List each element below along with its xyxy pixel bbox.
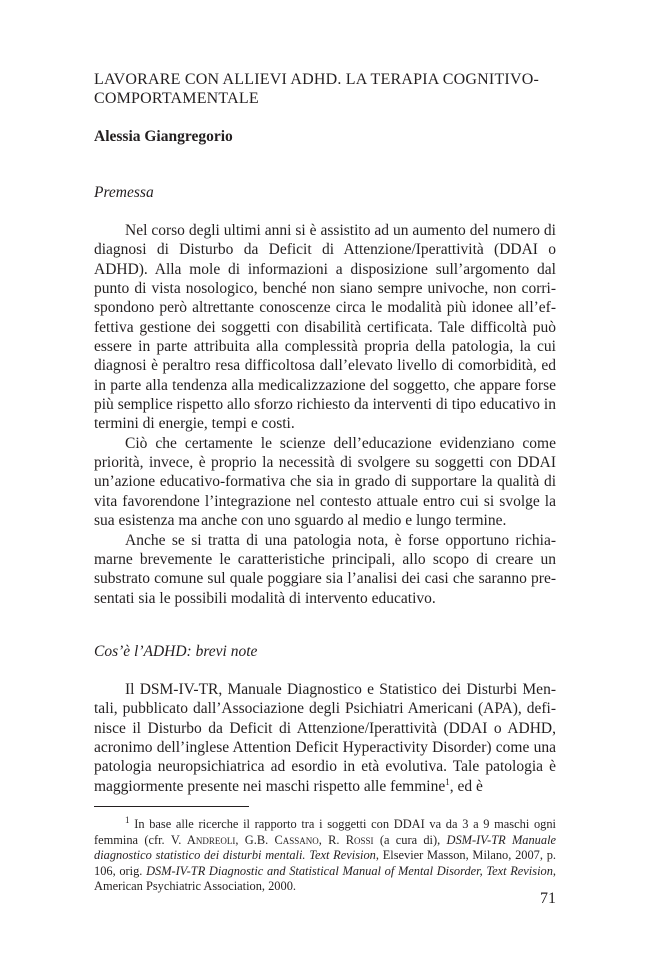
section-premessa-body bbox=[94, 221, 556, 608]
section-adhd-body bbox=[94, 680, 556, 796]
paragraph: Anche se si tratta di una patologia nota, è forse opportuno richiamarne brevemente le caratteristiche principali, allo scopo di creare un substrato comune sul quale poggiare sia l’analisi dei casi che saranno presentati sia le possibili modalità di intervento educativo. bbox=[94, 531, 556, 607]
chapter-title-line-2: COMPORTAMENTALE bbox=[94, 90, 259, 107]
chapter-title bbox=[94, 70, 556, 108]
footnote-ref[interactable]: 1 bbox=[445, 776, 450, 787]
footnote-text: , bbox=[318, 832, 329, 847]
section-heading-premessa: Premessa bbox=[94, 184, 154, 201]
cited-author: V. Andreoli bbox=[170, 832, 236, 847]
page-content bbox=[94, 70, 556, 895]
footnote-text: (a cura di), bbox=[373, 832, 447, 847]
footnote-marker: 1 bbox=[125, 814, 130, 825]
paragraph: Ciò che certamente le scienze dell’educazione evidenziano come priorità, invece, è proprio la necessità di svolgere su soggetti con DDAI un’azione educativo-formativa che sia in grado di supportare la qualità di vita favorendone l’integrazione nel contesto attuale entro cui si svolge la sua esistenza ma anche con uno sguardo al medio e lungo termine. bbox=[94, 434, 556, 530]
paragraph-tail: , ed è bbox=[449, 777, 483, 795]
footnote-separator bbox=[94, 806, 249, 807]
footnote-text: In base alle ricerche il rapporto tra i soggetti con DDAI va da 3 a 9 maschi ogni femmina (cfr. bbox=[94, 816, 556, 847]
footnote-text: , American Psychiatric Association, 2000. bbox=[94, 863, 557, 894]
paragraph bbox=[94, 680, 556, 796]
footnote bbox=[94, 814, 557, 895]
footnote-text: , Elsevier Masson, Milano, 2007, p. 106, orig. bbox=[94, 848, 556, 878]
author-name: Alessia Giangregorio bbox=[94, 128, 233, 145]
footnote-text: , bbox=[235, 832, 245, 847]
cited-original-title: DSM-IV-TR Diagnostic and Statistical Manual of Mental Disorder, Text Revision bbox=[146, 863, 553, 878]
cited-book-title: DSM-IV-TR Manuale diagnostico statistico dei disturbi mentali. Text Revision bbox=[94, 832, 557, 863]
page-number: 71 bbox=[540, 890, 556, 907]
cited-author: G.B. Cassano bbox=[244, 832, 319, 847]
chapter-title-line-1: LAVORARE CON ALLIEVI ADHD. LA TERAPIA COGNITIVO- bbox=[94, 71, 539, 88]
section-heading-adhd: Cos’è l’ADHD: brevi note bbox=[94, 642, 258, 660]
paragraph: Nel corso degli ultimi anni si è assistito ad un aumento del numero di diagnosi di Disturbo da Deficit di Attenzione/Iperattività (DDAI o ADHD). Alla mole di informazioni a disposizione sull’argomento dal punto di vista nosologico, benché non siano sempre univoche, non corrispondono però altrettante conoscenze circa le modalità più idonee all’effettiva gestione dei soggetti con disabilità certificata. Tale difficoltà può essere in parte attribuita alla complessità propria della patologia, la cui diagnosi è peraltro resa difficoltosa dall’elevato livello di comorbidità, ed in parte alla tendenza alla medicalizzazione del soggetto, che appare forse più semplice rispetto allo sforzo richiesto da interventi di tipo educativo in termini di energie, tempi e costi. bbox=[94, 222, 556, 433]
paragraph-text: Il DSM-IV-TR, Manuale Diagnostico e Statistico dei Disturbi Mentali, pubblicato dall’Associazione degli Psichiatri Americani (APA), definisce il Disturbo da Deficit di Attenzione/Iperattività (DDAI o ADHD, acronimo dell’inglese Attention Deficit Hyperactivity Disorder) come una patologia neuropsichiatrica ad esordio in età evolutiva. Tale patologia è maggiormente presente nei maschi rispetto alle femmine bbox=[94, 680, 556, 795]
cited-author: R. Rossi bbox=[328, 832, 374, 847]
